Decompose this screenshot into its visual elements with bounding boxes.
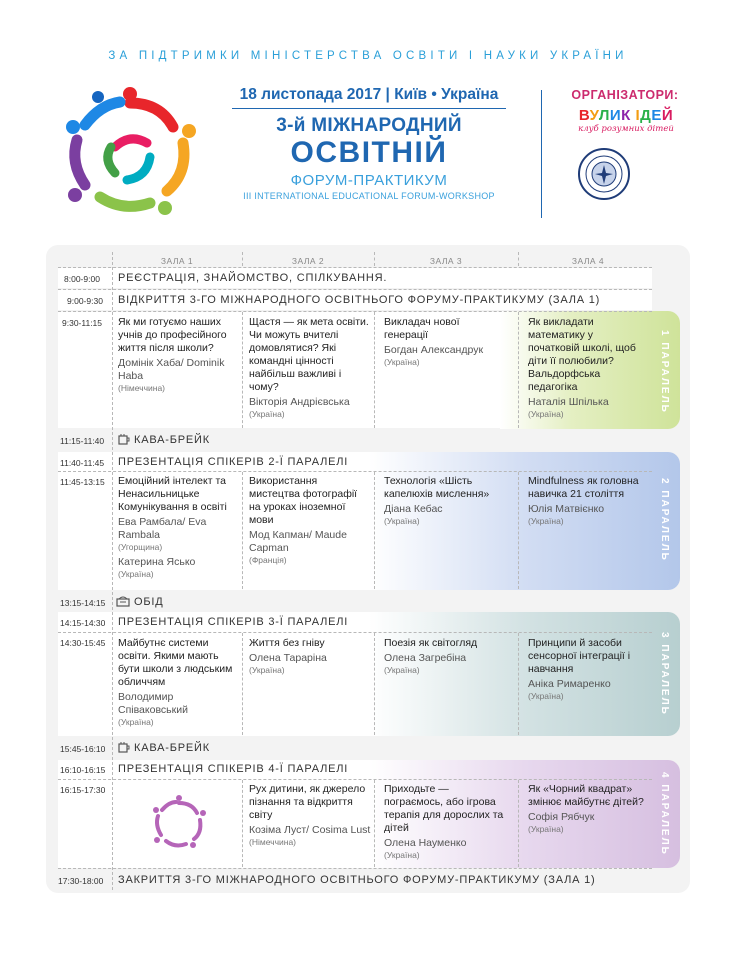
organizer-letter: Л: [598, 107, 610, 124]
speaker-country: (Україна): [528, 516, 564, 526]
session-title: Майбутнє системи освіти. Якими мають бути школи з людським обличчям: [118, 637, 233, 688]
speaker-country: (Україна): [249, 409, 285, 419]
speaker-country-2: (Україна): [118, 569, 154, 579]
grid-line: [374, 312, 375, 428]
session-3-hall-3: [384, 637, 504, 676]
supported-by-line: ЗА ПІДТРИМКИ МІНІСТЕРСТВА ОСВІТИ І НАУКИ УКРАЇНИ: [108, 50, 628, 62]
speaker-country: (Україна): [384, 850, 420, 860]
forum-mini-logo: [150, 795, 208, 849]
grid-line: [58, 471, 652, 472]
organizer-vulyk-subtitle: клуб розумних дітей: [578, 124, 674, 134]
organizer-letter: І: [635, 107, 641, 124]
time-coffee-1: 11:15-11:40: [60, 436, 105, 446]
speaker-name: Софія Рябчук: [528, 811, 595, 823]
presentation-2-title: ПРЕЗЕНТАЦІЯ СПІКЕРІВ 2-Ї ПАРАЛЕЛІ: [118, 456, 349, 468]
session-title: Емоційний інтелект та Ненасильницьке Комунікування в освіті: [118, 475, 227, 513]
speaker-country: (Україна): [528, 409, 564, 419]
session-title: Технологія «Шість капелюхів мислення»: [384, 475, 490, 500]
session-title: Викладач нової генерації: [384, 316, 460, 341]
grid-line: [242, 633, 243, 735]
speaker-country: (Україна): [118, 717, 154, 727]
organizer-letter: Е: [651, 107, 662, 124]
speaker-country: (Україна): [528, 691, 564, 701]
speaker-name: Аніка Римаренко: [528, 678, 611, 690]
session-title: Щастя — як мета освіти. Чи можуть вчителі домовлятися? Які командні цінності найбільш важливі і чому?: [249, 316, 369, 393]
band-label-3: 3 ПАРАЛЕЛЬ: [659, 632, 670, 716]
grid-line: [518, 472, 519, 589]
grid-line: [58, 779, 652, 780]
session-2-hall-1: [118, 475, 240, 580]
grid-line: [242, 312, 243, 428]
session-1-hall-1: [118, 316, 240, 394]
presentation-3-title: ПРЕЗЕНТАЦІЯ СПІКЕРІВ 3-Ї ПАРАЛЕЛІ: [118, 616, 349, 628]
organizer-letter: У: [589, 107, 599, 124]
title-line-3: ФОРУМ-ПРАКТИКУМ: [290, 172, 448, 189]
session-3-hall-2: [249, 637, 371, 676]
grid-line: [374, 252, 375, 266]
speaker-name: Олена Тараріна: [249, 652, 327, 664]
session-title: Як «Чорний квадрат» змінює майбутнє дітей?: [528, 783, 644, 808]
speaker-name: Діана Кебас: [384, 503, 443, 515]
speaker-country: (Україна): [384, 516, 420, 526]
session-title: Як ми готуємо наших учнів до професійного життя після школи?: [118, 316, 227, 354]
registration-title: РЕЄСТРАЦІЯ, ЗНАЙОМСТВО, СПІЛКУВАННЯ.: [118, 272, 388, 284]
title-divider: [232, 108, 506, 109]
organizer-letter: Й: [661, 107, 674, 124]
time-coffee-2: 15:45-16:10: [60, 744, 106, 754]
organizer-letter: К: [621, 107, 631, 124]
hall-header-1: ЗАЛА 1: [160, 256, 194, 266]
grid-line: [518, 780, 519, 867]
speaker-name-2: Катерина Ясько: [118, 556, 196, 568]
time-session-2: 11:45-13:15: [60, 477, 105, 487]
time-presentation-4: 16:10-16:15: [60, 765, 106, 775]
band-label-1: 1 ПАРАЛЕЛЬ: [659, 330, 670, 414]
soroptimist-seal-logo: [578, 148, 630, 200]
time-presentation-3: 14:15-14:30: [60, 618, 106, 628]
speaker-country: (Угорщина): [118, 542, 163, 552]
closing-title: ЗАКРИТТЯ 3-ГО МІЖНАРОДНОГО ОСВІТНЬОГО ФОРУМУ-ПРАКТИКУМУ (ЗАЛА 1): [118, 874, 596, 886]
speaker-name: Мод Капман/ Maude Capman: [249, 529, 347, 554]
time-session-3: 14:30-15:45: [60, 638, 106, 648]
speaker-country: (Німеччина): [249, 837, 297, 847]
grid-line: [374, 472, 375, 589]
grid-line: [242, 252, 243, 266]
organizers-label: ОРГАНІЗАТОРИ:: [571, 88, 679, 102]
coffee-cup-icon: [118, 742, 130, 753]
organizer-letter: Д: [640, 107, 652, 124]
session-4-hall-2: [249, 783, 371, 848]
session-1-hall-3: [384, 316, 494, 368]
speaker-country: (Україна): [528, 824, 564, 834]
grid-line: [518, 252, 519, 266]
speaker-name: Наталія Шпілька: [528, 396, 609, 408]
speaker-name: Олена Науменко: [384, 837, 467, 849]
speaker-name: Юлія Матвієнко: [528, 503, 605, 515]
grid-line: [58, 267, 652, 268]
session-title: Mindfulness як головна навичка 21 століття: [528, 475, 639, 500]
grid-line: [374, 633, 375, 735]
session-title: Рух дитини, як джерело пізнання та відкриття світу: [249, 783, 366, 821]
grid-line: [58, 632, 652, 633]
organizer-letter: И: [609, 107, 622, 124]
session-2-hall-2: [249, 475, 371, 566]
speaker-name: Домінік Хаба/ Dominik Haba: [118, 357, 225, 382]
grid-line: [374, 780, 375, 867]
forum-logo: [55, 85, 205, 220]
grid-line: [58, 311, 652, 312]
grid-line: [242, 472, 243, 589]
title-english: III INTERNATIONAL EDUCATIONAL FORUM-WORKSHOP: [243, 191, 495, 201]
lunch-title: ОБІД: [134, 596, 164, 608]
hall-header-3: ЗАЛА 3: [429, 256, 463, 266]
time-presentation-2: 11:40-11:45: [60, 458, 105, 468]
speaker-country: (Україна): [384, 665, 420, 675]
header-divider: [541, 90, 542, 218]
hall-header-4: ЗАЛА 4: [571, 256, 605, 266]
time-lunch: 13:15-14:15: [60, 598, 106, 608]
speaker-country: (Німеччина): [118, 383, 166, 393]
title-line-1: 3-й МІЖНАРОДНИЙ: [276, 115, 462, 136]
session-title: Принципи й засоби сенсорної інтеграції і навчання: [528, 637, 631, 675]
band-label-2: 2 ПАРАЛЕЛЬ: [659, 478, 670, 562]
grid-line: [518, 633, 519, 735]
band-label-4: 4 ПАРАЛЕЛЬ: [659, 772, 670, 856]
session-title: Приходьте — погрaємось, або ігрова терапія для дорослих та дітей: [384, 783, 504, 834]
session-1-hall-2: [249, 316, 371, 420]
speaker-country: (Україна): [249, 665, 285, 675]
time-session-1: 9:30-11:15: [62, 318, 103, 328]
session-1-hall-4: [528, 316, 646, 420]
title-line-2: ОСВІТНІЙ: [290, 136, 448, 169]
speaker-name: Богдан Александрук: [384, 344, 484, 356]
session-title: Поезія як світогляд: [384, 637, 478, 649]
organizer-vulyk-idei-logo: [568, 108, 684, 134]
time-session-4: 16:15-17:30: [60, 785, 106, 795]
hall-header-2: ЗАЛА 2: [291, 256, 325, 266]
coffee-break-1-title: КАВА-БРЕЙК: [134, 434, 210, 446]
organizer-vulyk-name: [568, 108, 684, 124]
speaker-country: (Україна): [384, 357, 420, 367]
coffee-break-2-title: КАВА-БРЕЙК: [134, 742, 210, 754]
speaker-name: Ева Рамбала/ Eva Rambala: [118, 516, 207, 541]
session-title: Використання мистецтва фотографії на уроках іноземної мови: [249, 475, 358, 526]
grid-line: [58, 289, 652, 290]
time-opening: 9:00-9:30: [67, 296, 103, 306]
session-4-hall-3: [384, 783, 508, 861]
speaker-name: Вікторія Андрієвська: [249, 396, 350, 408]
speaker-name: Олена Загребіна: [384, 652, 467, 664]
presentation-4-title: ПРЕЗЕНТАЦІЯ СПІКЕРІВ 4-Ї ПАРАЛЕЛІ: [118, 763, 349, 775]
session-2-hall-3: [384, 475, 504, 527]
lunch-box-icon: [116, 596, 130, 607]
session-title: Життя без гніву: [249, 637, 325, 649]
session-3-hall-1: [118, 637, 240, 728]
grid-line: [58, 868, 652, 869]
session-3-hall-4: [528, 637, 646, 702]
session-4-hall-4: [528, 783, 646, 835]
grid-line: [242, 780, 243, 867]
grid-line: [112, 252, 113, 890]
session-title: Як викладати математику у початковій школі, щоб діти її полюбили? Вальдорфська педагогіка: [528, 316, 636, 393]
time-registration: 8:00-9:00: [64, 274, 100, 284]
opening-title: ВІДКРИТТЯ 3-ГО МІЖНАРОДНОГО ОСВІТНЬОГО ФОРУМУ-ПРАКТИКУМУ (ЗАЛА 1): [118, 294, 601, 306]
grid-line: [518, 312, 519, 428]
time-closing: 17:30-18:00: [58, 876, 104, 886]
speaker-name: Козіма Луст/ Cosima Lust: [249, 824, 371, 836]
speaker-name: Володимир Співаковський: [118, 691, 188, 716]
coffee-cup-icon: [118, 434, 130, 445]
date-line: 18 листопада 2017 | Київ • Україна: [239, 86, 499, 103]
organizer-letter: В: [578, 107, 590, 124]
session-2-hall-4: [528, 475, 646, 527]
forum-title-block: [228, 86, 510, 201]
speaker-country: (Франція): [249, 555, 287, 565]
